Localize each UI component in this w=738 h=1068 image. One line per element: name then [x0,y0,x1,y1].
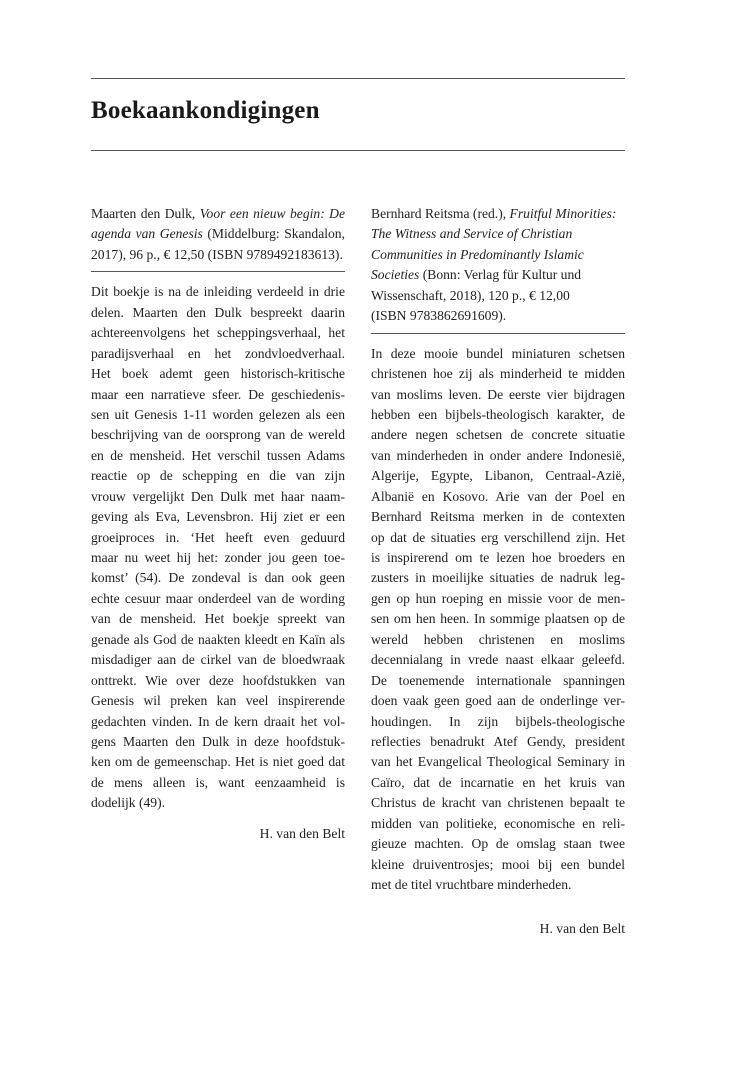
citation-line [371,224,625,244]
citation-line [371,286,625,306]
body-line: ken om de gemeenschap. Het is niet goed dat [91,754,345,770]
citation-text-segment: (ISBN 9783862691609). [371,308,507,324]
body-line: onttrekt. Wie over deze hoofdstukken van [91,672,345,688]
top-rule [91,78,625,79]
citation-title-segment: agenda van Genesis [91,226,203,242]
body-line: op dat de situaties erg verschillend zijn. Het [371,529,625,545]
citation-title-segment: The Witness and Service of Christian [371,226,573,242]
citation-text-segment: 2017), 96 p., € 12,50 (ISBN 9789492183613). [91,246,343,262]
body-line: zusters in moeilijke situaties de nadruk leg- [371,570,625,586]
citation-title-segment: Fruitful Minorities: [509,206,617,221]
body-line: met de titel vruchtbare minderheden. [371,877,572,892]
citation-text-segment: Wissenschaft, 2018), 120 p., € 12,00 [371,287,570,303]
body-line: doen vaak geen goed aan de onderlinge ver- [371,693,625,709]
body-line: houdingen. In zijn bijbels-theologische [371,713,625,729]
body-line: van de mensheid. Het boekje spreekt van [91,611,345,627]
right-citation-separator [371,333,625,334]
body-line: genade als God de naakten kleedt en Kaïn als [91,631,345,647]
body-line: gens Maarten den Dulk in deze hoofdstuk- [91,733,345,749]
citation-line [371,306,625,326]
citation-line [371,204,625,224]
citation-text-segment: Maarten den Dulk, [91,206,200,221]
body-line: van het Evangelical Theological Seminary in [371,754,625,770]
citation-title-segment: Societies [371,267,420,283]
citation-text-segment: (Middelburg: Skandalon, [202,226,345,242]
citation-line [91,204,345,224]
body-line: gedachten vinden. In de kern draait het vol- [91,713,345,729]
body-line: echte cesuur maar onderdeel van de wording [91,590,345,606]
right-citation [371,204,625,327]
citation-text-segment: (Bonn: Verlag für Kultur und [419,267,582,283]
body-line: sen uit Genesis 1-11 worden gelezen als een [91,406,345,422]
right-review-body [371,344,625,896]
body-line: midden van politieke, economische en reli- [371,815,625,831]
citation-line [371,245,625,265]
body-line: kleine druiventrosjes; mooi bij een bundel [371,856,625,872]
body-line: paradijsverhaal en het zondvloedverhaal. [91,345,345,361]
body-line: de mens alleen is, want eenzaamheid is [91,774,345,790]
right-signature: H. van den Belt [539,921,625,936]
body-line: van moslims leven. De eerste vier bijdragen [371,386,625,402]
body-line: Het boek ademt geen historisch-kritische [91,366,345,382]
citation-title-segment: Voor een nieuw begin: De [199,206,345,221]
body-line: wereld hebben christenen en moslims [371,631,625,647]
body-line: gen op hun roeping en missie voor de men- [371,590,625,606]
citation-title-segment: Communities in Predominantly Islamic [371,246,584,262]
body-line: andere negen schetsen de concrete situatie [371,427,625,443]
body-line: gieuze machten. Op de omslag staan twee [371,836,625,852]
left-review [91,204,345,844]
right-review [371,204,625,936]
body-line: maar nu weet hij het: zonder jou geen toe- [91,550,345,565]
body-line: reactie op de schepping en die van zijn [91,468,345,484]
body-line: Algerije, Egypte, Libanon, Centraal-Azië, [371,468,625,484]
citation-line [371,265,625,285]
body-line: komst’ (54). De zondeval is dan ook geen [91,570,345,586]
body-line: De toenemende internationale spanningen [371,672,625,688]
citation-line [91,224,345,244]
body-line: en de mensheid. Het verschil tussen Adams [91,447,345,463]
citation-text-segment: Bernhard Reitsma (red.), [371,206,510,221]
left-signature: H. van den Belt [259,825,345,841]
body-line: christenen hoe zij als minderheid te midden [371,366,625,382]
body-line: beschrijving van de oorsprong van de wereld [91,427,345,443]
left-citation [91,204,345,265]
body-line: Albanië en Kosovo. Arie van der Poel en [371,488,625,504]
page-title: Boekaankondigingen [91,97,320,124]
body-line: Bernhard Reitsma merken in de contexten [371,509,625,525]
body-line: achtereenvolgens het scheppingsverhaal, het [91,325,345,341]
body-line: dodelijk (49). [91,795,165,811]
body-line: delen. Maarten den Dulk bespreekt daarin [91,304,345,320]
body-line: is inspirerend om te lezen hoe broeders en [371,550,625,565]
body-line: geving als Eva, Levensbron. Hij ziet er een [91,509,345,525]
body-line: hebben een bijbels-theologisch karakter, de [371,406,625,422]
body-line: vrouw vergelijkt Den Dulk met haar naam- [91,488,345,504]
body-line: groeiproces in. ‘Het heeft even geduurd [91,529,345,545]
body-line: maar een narratieve sfeer. De geschiedenis- [91,386,345,402]
left-review-body [91,282,345,813]
body-line: sen om hen heen. In sommige plaatsen op de [371,611,625,627]
body-line: Christus de kracht van christenen bepaalt te [371,795,625,811]
body-line: decennialang in vrede naast elkaar geleefd. [371,652,625,668]
body-line: In deze mooie bundel miniaturen schetsen [371,345,625,361]
body-line: Dit boekje is na de inleiding verdeeld in drie [91,284,345,300]
body-line: van minderheden in onder andere Indonesië, [371,447,625,463]
body-line: misdadiger aan de cirkel van de bloedwraak [91,652,345,668]
body-line: reflecties benadrukt Atef Gendy, president [371,733,625,749]
left-citation-separator [91,271,345,272]
body-line: Caïro, dat de incarnatie en het kruis van [371,774,625,790]
title-bottom-rule [91,150,625,151]
body-line: Genesis wil preken kan veel inspirerende [91,693,345,709]
citation-line [91,245,345,265]
